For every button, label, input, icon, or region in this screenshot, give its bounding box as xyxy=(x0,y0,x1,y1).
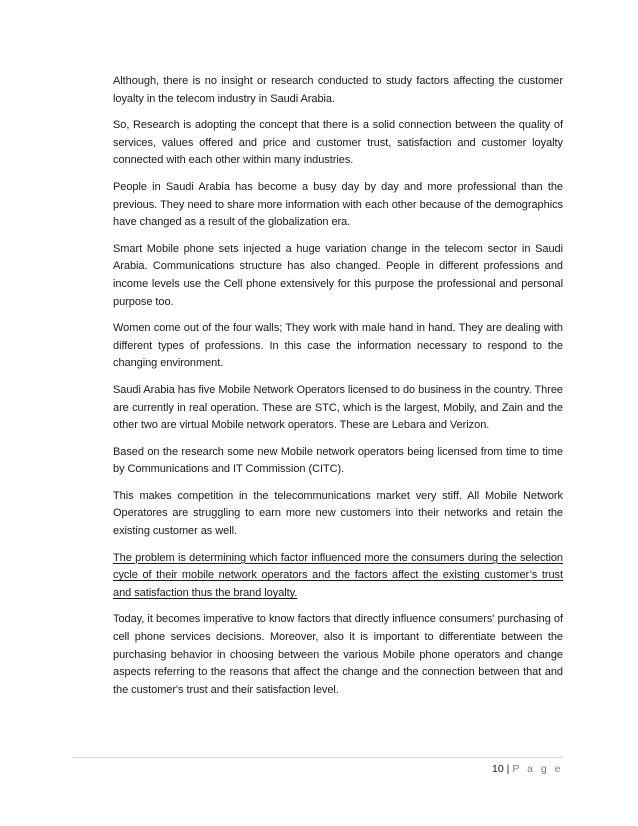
footer-separator: | xyxy=(506,763,510,775)
footer-divider xyxy=(73,757,563,758)
body-paragraph: Based on the research some new Mobile network operators being licensed from time to time by Communications and IT Commission (CITC). xyxy=(113,445,563,476)
page-footer xyxy=(492,762,563,776)
problem-statement-paragraph: The problem is determining which factor influenced more the consumers during the selection cycle of their mobile network operators and the factors affect the existing customer’s trust and satisfaction thus the brand loyalty. xyxy=(113,551,563,599)
page-number: 10 xyxy=(491,763,504,775)
page-label: P a g e xyxy=(512,763,563,775)
body-paragraph: Saudi Arabia has five Mobile Network Operators licensed to do business in the country. Three are currently in real operation. These are STC, which is the largest, Mobily, and Zain and the other two are virtual Mobile network operators. These are Lebara and Verizon. xyxy=(113,383,563,432)
body-paragraph: This makes competition in the telecommunications market very stiff. All Mobile Network Operatores are struggling to earn more new customers into their networks and retain the existing customer as well. xyxy=(113,489,563,538)
body-paragraph: So, Research is adopting the concept that there is a solid connection between the quality of services, values offered and price and customer trust, satisfaction and customer loyalty connected with each other within many industries. xyxy=(113,119,563,167)
body-paragraph: People in Saudi Arabia has become a busy day by day and more professional than the previous. They need to share more information with each other because of the demographics have changed as a result of the globalization era. xyxy=(113,180,563,229)
body-paragraph: Although, there is no insight or research conducted to study factors affecting the customer loyalty in the telecom industry in Saudi Arabia. xyxy=(113,75,563,105)
document-body xyxy=(113,73,563,708)
body-paragraph: Women come out of the four walls; They work with male hand in hand. They are dealing with different types of professions. In this case the information necessary to respond to the changing environment. xyxy=(113,322,563,370)
body-paragraph: Today, it becomes imperative to know factors that directly influence consumers' purchasing of cell phone services decisions. Moreover, also it is important to differentiate between the purchasing behavior in choosing between the various Mobile phone operators and change aspects referring to the reasons that affect the change and the connection between that and the customer's trust and their satisfaction level. xyxy=(113,613,563,696)
body-paragraph: Smart Mobile phone sets injected a huge variation change in the telecom sector in Saudi Arabia. Communications structure has also changed. People in different professions and income levels use the Cell phone extensively for this purpose the professional and personal purpose too. xyxy=(113,242,563,308)
